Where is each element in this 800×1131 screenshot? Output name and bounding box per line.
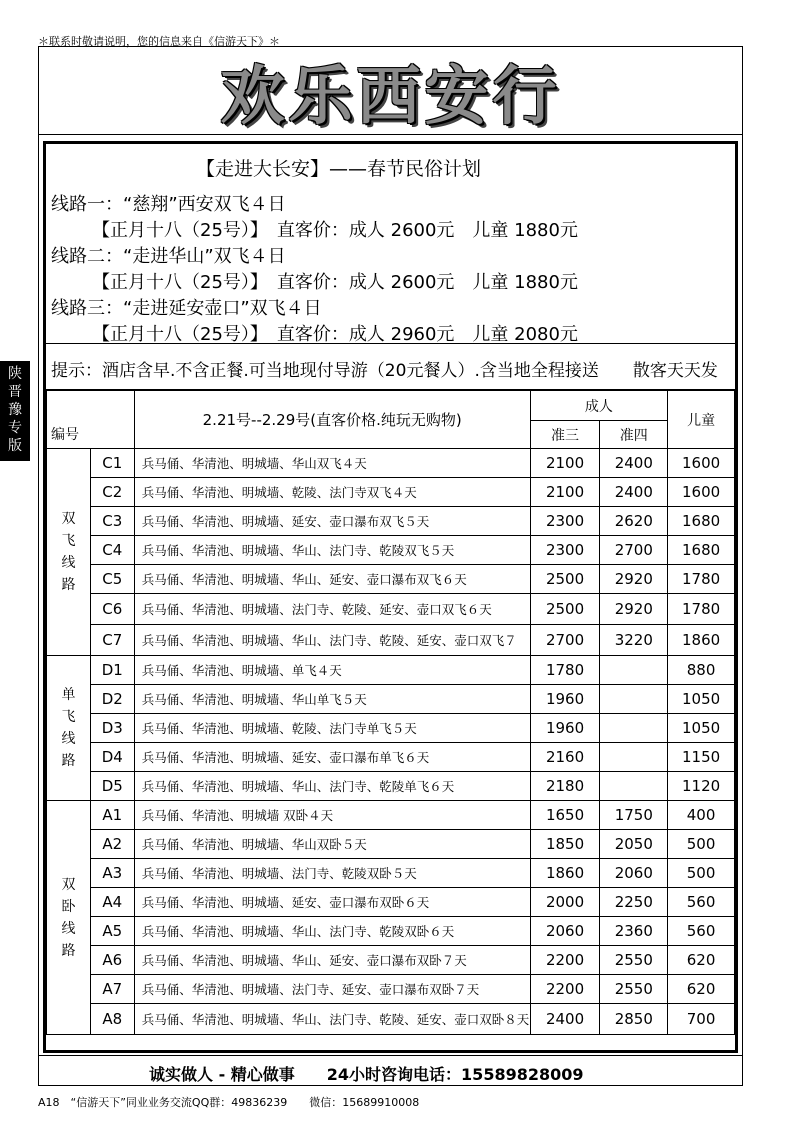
table-row [47, 772, 735, 801]
route-description: 兵马俑、华清池、明城墙、华山双卧５天 [134, 830, 530, 859]
price-child: 560 [668, 888, 735, 917]
price-std3: 2700 [530, 625, 600, 656]
route-description: 兵马俑、华清池、明城墙、华山、法门寺、乾陵单飞６天 [134, 772, 530, 801]
header-adult: 成人 [530, 391, 667, 421]
table-row [47, 917, 735, 946]
content-box [43, 141, 738, 1053]
page-title: 欢乐西安行 [220, 58, 561, 134]
route-code: D5 [90, 772, 134, 801]
route-code: A2 [90, 830, 134, 859]
table-row [47, 478, 735, 507]
table-row [47, 1004, 735, 1035]
route-description: 兵马俑、华清池、明城墙、延安、壶口瀑布单飞６天 [134, 743, 530, 772]
route-group-label: 双卧线路 [47, 801, 91, 1035]
table-row [47, 685, 735, 714]
page-frame [38, 46, 743, 1086]
price-std4: 2360 [600, 917, 668, 946]
price-std3: 1860 [530, 859, 600, 888]
table-row [47, 507, 735, 536]
price-std3: 1780 [530, 656, 600, 685]
price-std4 [600, 656, 668, 685]
price-std3: 2400 [530, 1004, 600, 1035]
side-tab-char: 晋 [8, 384, 22, 400]
table-row [47, 594, 735, 625]
price-child: 1120 [668, 772, 735, 801]
price-std4: 2060 [600, 859, 668, 888]
route-description: 兵马俑、华清池、明城墙、乾陵、法门寺双飞４天 [134, 478, 530, 507]
route-description: 兵马俑、华清池、明城墙、华山、法门寺、乾陵双飞５天 [134, 536, 530, 565]
footer-slogan: 诚实做人 - 精心做事 24小时咨询电话：15589828009 [39, 1055, 742, 1085]
route-code: C1 [90, 449, 134, 478]
route-description: 兵马俑、华清池、明城墙、华山、法门寺、乾陵、延安、壶口双飞７ [134, 625, 530, 656]
table-row [47, 888, 735, 917]
table-row [47, 714, 735, 743]
route-1-detail: 【正月十八（25号）】 直客价：成人 2600元 儿童 1880元 [92, 220, 578, 241]
header-code: 编号 [47, 391, 135, 449]
price-child: 1600 [668, 449, 735, 478]
route-2-name: 线路二：“走进华山”双飞４日 [51, 246, 286, 267]
route-description: 兵马俑、华清池、明城墙、延安、壶口瀑布双卧６天 [134, 888, 530, 917]
route-code: A1 [90, 801, 134, 830]
price-child: 880 [668, 656, 735, 685]
route-code: A8 [90, 1004, 134, 1035]
price-std4: 2550 [600, 975, 668, 1004]
route-description: 兵马俑、华清池、明城墙、法门寺、乾陵、延安、壶口双飞６天 [134, 594, 530, 625]
price-std4 [600, 743, 668, 772]
intro-section [46, 144, 735, 344]
table-row [47, 975, 735, 1004]
side-region-tab [0, 361, 30, 461]
price-child: 1680 [668, 536, 735, 565]
price-std3: 1850 [530, 830, 600, 859]
route-group-label: 双飞线路 [47, 449, 91, 656]
price-std4: 2050 [600, 830, 668, 859]
route-description: 兵马俑、华清池、明城墙、法门寺、延安、壶口瀑布双卧７天 [134, 975, 530, 1004]
route-description: 兵马俑、华清池、明城墙、法门寺、乾陵双卧５天 [134, 859, 530, 888]
route-description: 兵马俑、华清池、明城墙、华山、法门寺、乾陵双卧６天 [134, 917, 530, 946]
route-code: C4 [90, 536, 134, 565]
route-description: 兵马俑、华清池、明城墙、延安、壶口瀑布双飞５天 [134, 507, 530, 536]
price-child: 560 [668, 917, 735, 946]
price-std3: 2160 [530, 743, 600, 772]
price-std3: 2300 [530, 507, 600, 536]
price-std3: 2200 [530, 975, 600, 1004]
route-2-detail: 【正月十八（25号）】 直客价：成人 2600元 儿童 1880元 [92, 272, 578, 293]
route-description: 兵马俑、华清池、明城墙、单飞４天 [134, 656, 530, 685]
side-tab-char: 豫 [8, 402, 22, 418]
side-tab-char: 版 [8, 438, 22, 454]
table-row [47, 946, 735, 975]
price-std3: 2500 [530, 594, 600, 625]
price-child: 700 [668, 1004, 735, 1035]
price-child: 1860 [668, 625, 735, 656]
price-child: 1780 [668, 565, 735, 594]
header-std4: 准四 [600, 421, 668, 449]
route-code: A3 [90, 859, 134, 888]
price-std4: 2920 [600, 565, 668, 594]
route-group-label: 单飞线路 [47, 656, 91, 801]
price-std4: 1750 [600, 801, 668, 830]
route-description: 兵马俑、华清池、明城墙 双卧４天 [134, 801, 530, 830]
price-child: 1050 [668, 714, 735, 743]
route-code: C5 [90, 565, 134, 594]
table-row [47, 565, 735, 594]
price-std3: 1960 [530, 714, 600, 743]
route-code: C2 [90, 478, 134, 507]
table-row [47, 859, 735, 888]
price-child: 620 [668, 975, 735, 1004]
source-note: ＊联系时敬请说明，您的信息来自《信游天下》＊ [38, 35, 280, 48]
price-child: 1680 [668, 507, 735, 536]
header-std3: 准三 [530, 421, 600, 449]
price-std4: 2400 [600, 449, 668, 478]
route-description: 兵马俑、华清池、明城墙、华山单飞５天 [134, 685, 530, 714]
price-child: 1600 [668, 478, 735, 507]
price-std3: 2200 [530, 946, 600, 975]
page-footer-info: A18 “信游天下”同业业务交流QQ群：49836239 微信：15689910008 [38, 1096, 420, 1109]
price-child: 400 [668, 801, 735, 830]
side-tab-char: 陕 [8, 366, 22, 382]
price-std4: 2620 [600, 507, 668, 536]
price-std4: 2400 [600, 478, 668, 507]
price-child: 620 [668, 946, 735, 975]
price-std3: 1650 [530, 801, 600, 830]
intro-heading: 【走进大长安】——春节民俗计划 [196, 158, 482, 180]
table-row [47, 625, 735, 656]
price-std4 [600, 714, 668, 743]
price-std3: 2180 [530, 772, 600, 801]
route-code: C3 [90, 507, 134, 536]
header-title: 2.21号--2.29号(直客价格.纯玩无购物) [134, 391, 530, 449]
price-std4: 2550 [600, 946, 668, 975]
table-row [47, 743, 735, 772]
table-row [47, 830, 735, 859]
price-std3: 2100 [530, 449, 600, 478]
route-code: D4 [90, 743, 134, 772]
title-banner [39, 47, 742, 135]
route-description: 兵马俑、华清池、明城墙、华山、延安、壶口瀑布双卧７天 [134, 946, 530, 975]
price-std4: 2850 [600, 1004, 668, 1035]
tip-text: 提示：酒店含早.不含正餐.可当地现付导游（20元餐人）.含当地全程接送 散客天天发 [46, 344, 735, 390]
price-std4: 2250 [600, 888, 668, 917]
route-code: C6 [90, 594, 134, 625]
price-child: 1780 [668, 594, 735, 625]
side-tab-char: 专 [8, 420, 22, 436]
route-code: A7 [90, 975, 134, 1004]
price-std4: 2920 [600, 594, 668, 625]
price-table [46, 390, 735, 1035]
route-description: 兵马俑、华清池、明城墙、华山、法门寺、乾陵、延安、壶口双卧８天 [134, 1004, 530, 1035]
route-code: A5 [90, 917, 134, 946]
price-std3: 1960 [530, 685, 600, 714]
price-child: 1050 [668, 685, 735, 714]
route-3-detail: 【正月十八（25号）】 直客价：成人 2960元 儿童 2080元 [92, 324, 578, 345]
route-3-name: 线路三：“走进延安壶口”双飞４日 [51, 298, 322, 319]
price-std4 [600, 685, 668, 714]
route-code: D3 [90, 714, 134, 743]
route-description: 兵马俑、华清池、明城墙、华山双飞４天 [134, 449, 530, 478]
price-std4 [600, 772, 668, 801]
header-child: 儿童 [668, 391, 735, 449]
route-code: C7 [90, 625, 134, 656]
route-description: 兵马俑、华清池、明城墙、乾陵、法门寺单飞５天 [134, 714, 530, 743]
route-description: 兵马俑、华清池、明城墙、华山、延安、壶口瀑布双飞６天 [134, 565, 530, 594]
route-code: D2 [90, 685, 134, 714]
table-row [47, 449, 735, 478]
price-std3: 2100 [530, 478, 600, 507]
table-row [47, 656, 735, 685]
route-1-name: 线路一：“慈翔”西安双飞４日 [51, 194, 286, 215]
price-child: 1150 [668, 743, 735, 772]
route-code: A6 [90, 946, 134, 975]
price-std3: 2060 [530, 917, 600, 946]
table-row [47, 801, 735, 830]
price-child: 500 [668, 830, 735, 859]
price-std3: 2000 [530, 888, 600, 917]
price-std3: 2500 [530, 565, 600, 594]
price-std3: 2300 [530, 536, 600, 565]
route-code: D1 [90, 656, 134, 685]
price-child: 500 [668, 859, 735, 888]
route-code: A4 [90, 888, 134, 917]
table-row [47, 536, 735, 565]
price-std4: 2700 [600, 536, 668, 565]
price-std4: 3220 [600, 625, 668, 656]
